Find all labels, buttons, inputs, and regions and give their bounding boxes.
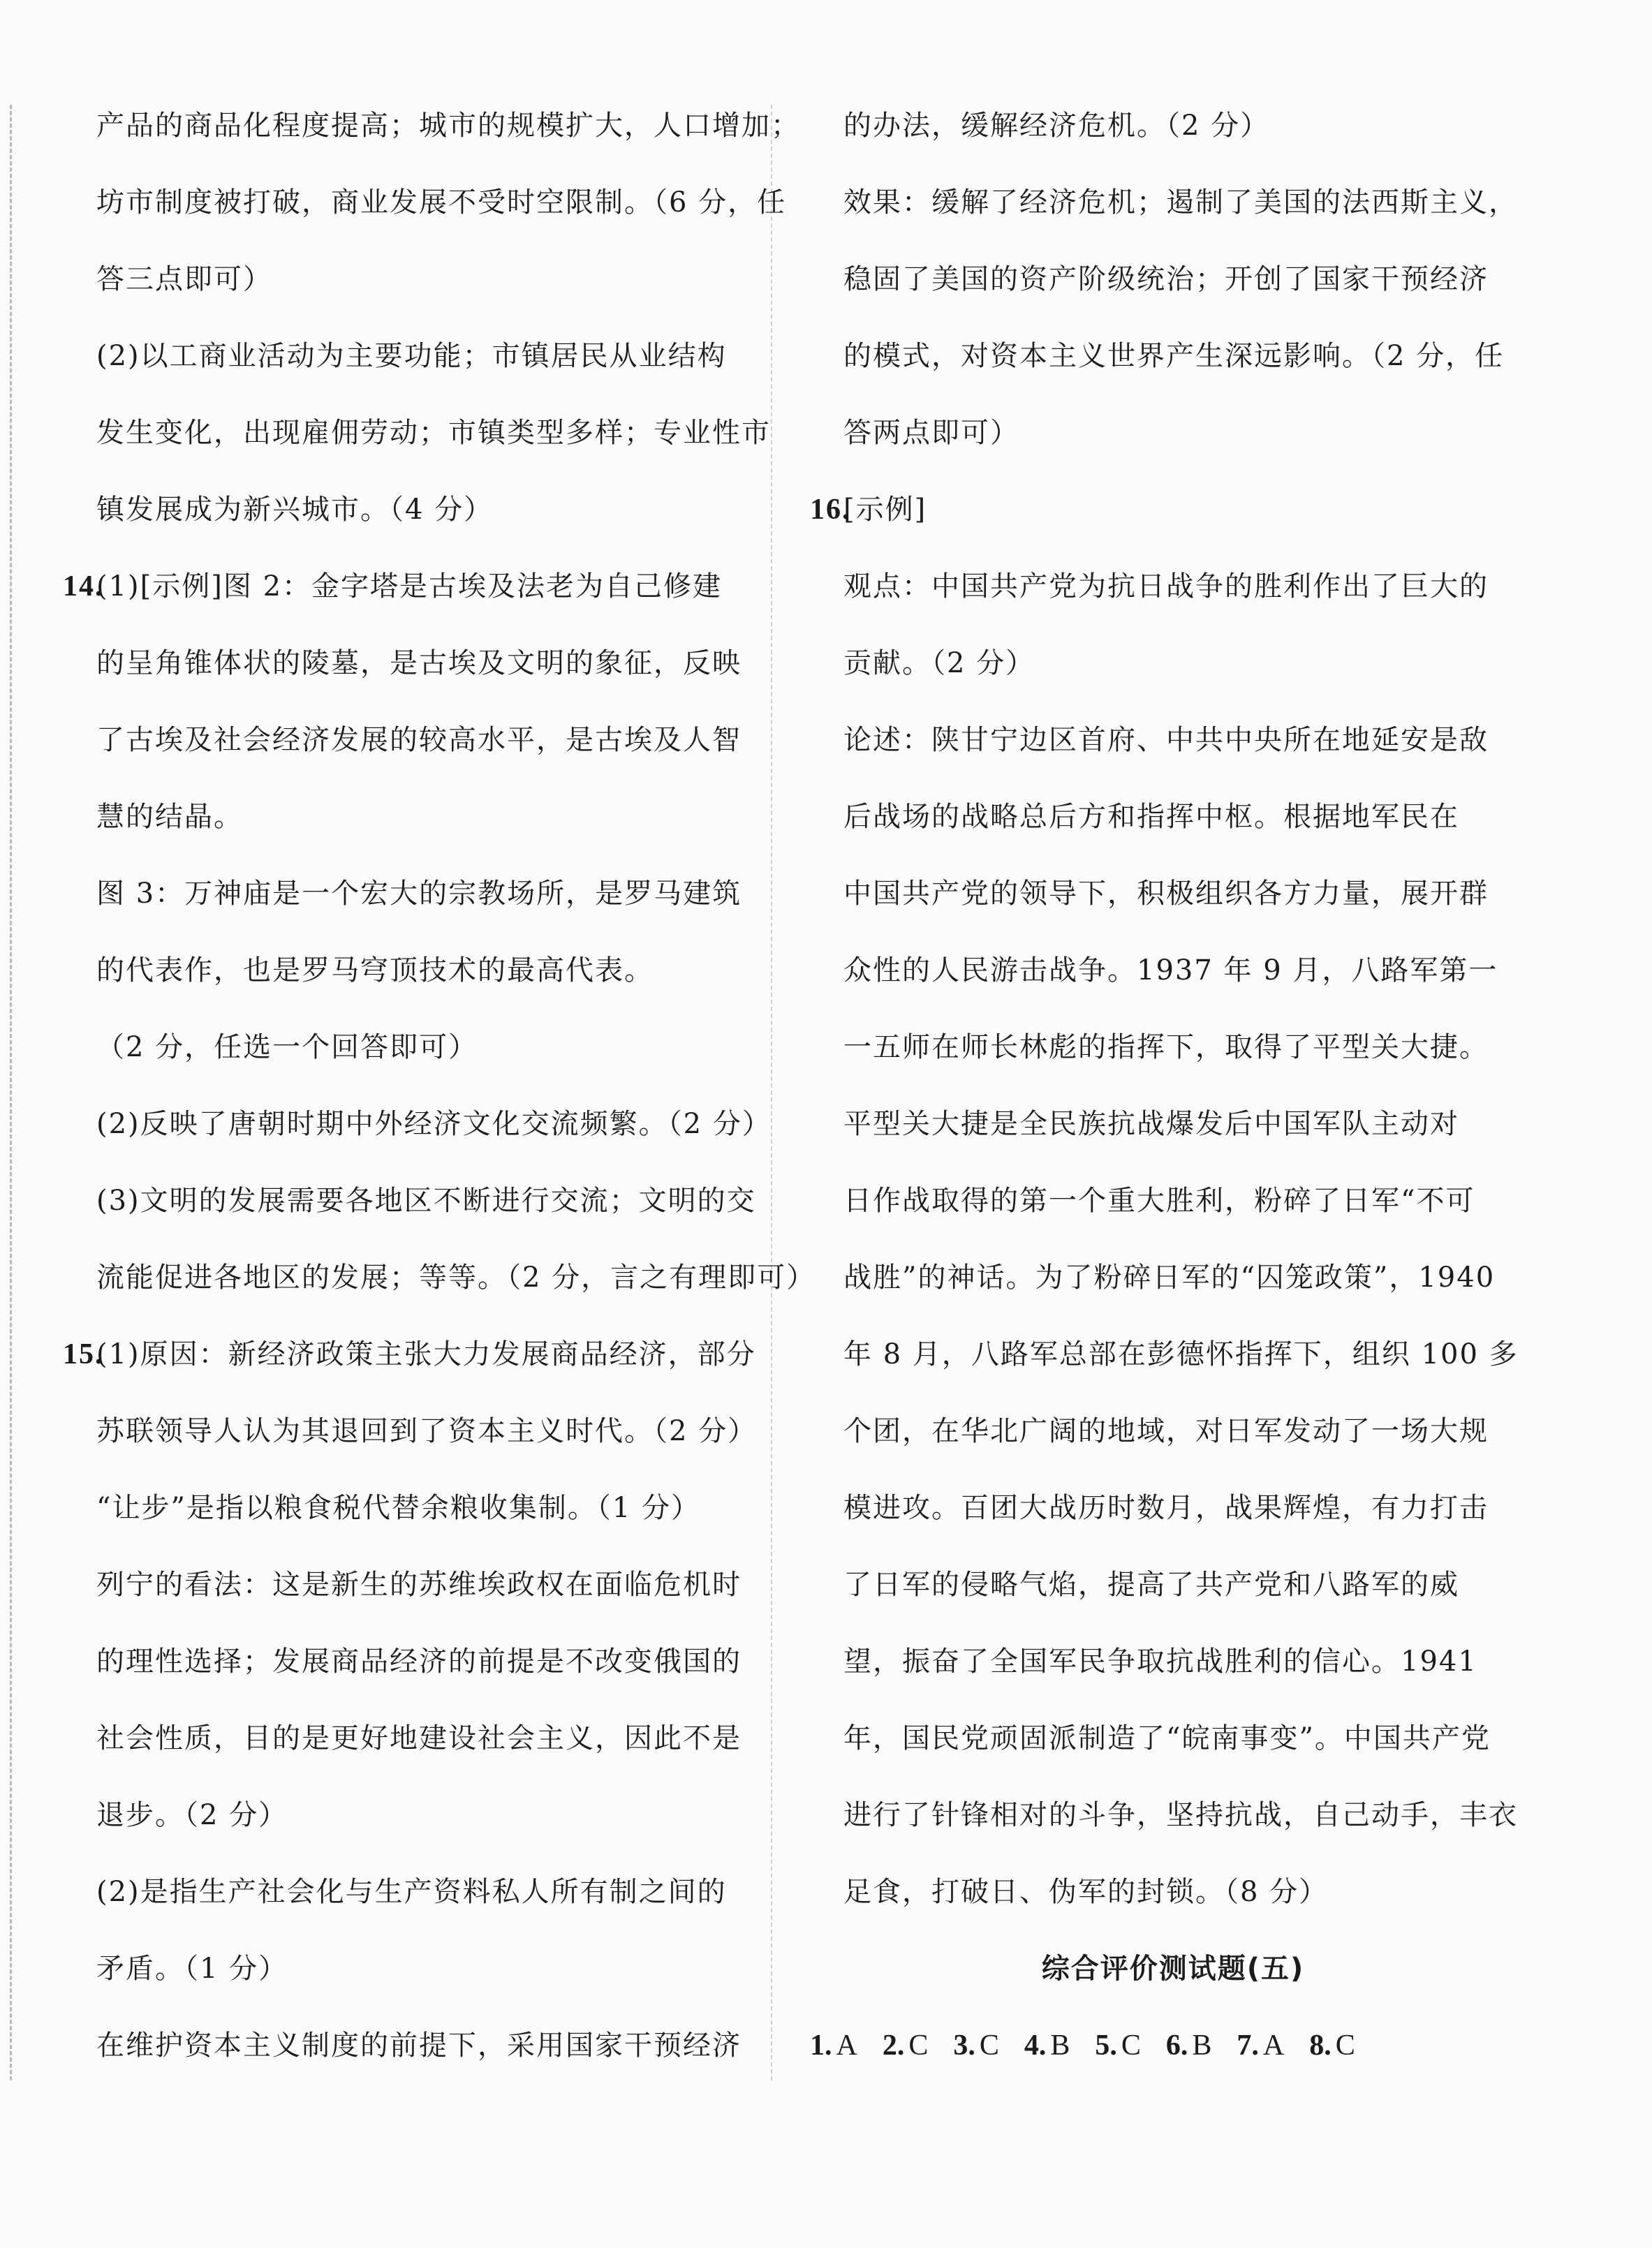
answer-text-line: 答三点即可） [96, 263, 272, 295]
question-line [63, 1326, 761, 1403]
answer-text-line: “让步”是指以粮食税代替余粮收集制。（1 分） [96, 1492, 701, 1524]
answer-text-line: 社会性质，目的是更好地建设社会主义，因此不是 [96, 1722, 742, 1754]
answer-key-number: 6. [1165, 2029, 1188, 2062]
answer-text-line: 的理性选择；发展商品经济的前提是不改变俄国的 [96, 1646, 742, 1678]
answer-key-choice: B [1050, 2029, 1070, 2062]
answer-text-line: 战胜”的神话。为了粉碎日军的“囚笼政策”，1940 [843, 1262, 1496, 1294]
right-column [810, 98, 1536, 2094]
answer-key-item [1166, 2018, 1212, 2094]
answer-text-line: 答两点即可） [843, 417, 1019, 449]
answer-text-line: 流能促进各地区的发展；等等。（2 分，言之有理即可） [96, 1262, 816, 1294]
question-number: 16. [810, 494, 851, 526]
answer-key-choice: B [1192, 2029, 1212, 2062]
answer-key-choice: A [836, 2029, 857, 2062]
answer-text-line: 日作战取得的第一个重大胜利，粉碎了日军“不可 [843, 1185, 1475, 1217]
answer-text-line: （2 分，任选一个回答即可） [96, 1031, 478, 1063]
answer-key-choice: C [908, 2029, 929, 2062]
answer-key-item [1309, 2018, 1355, 2094]
answer-text-line: 矛盾。（1 分） [96, 1953, 288, 1985]
column-divider [771, 105, 772, 2080]
answer-text-line: 观点：中国共产党为抗日战争的胜利作出了巨大的 [843, 570, 1489, 602]
answer-text-line: 平型关大捷是全民族抗战爆发后中国军队主动对 [843, 1108, 1459, 1140]
answer-text-line: 退步。（2 分） [96, 1799, 288, 1831]
answer-text-line: (2)以工商业活动为主要功能；市镇居民从业结构 [96, 340, 727, 372]
answer-key-item [1024, 2018, 1070, 2094]
answer-key-choice: A [1262, 2029, 1285, 2062]
answer-key-number: 8. [1309, 2029, 1332, 2062]
answer-text-line: 在维护资本主义制度的前提下，采用国家干预经济 [96, 2029, 742, 2062]
answer-text-line: 坊市制度被打破，商业发展不受时空限制。（6 分，任 [96, 186, 787, 219]
answer-key-item [1095, 2018, 1141, 2094]
answer-text-line: 镇发展成为新兴城市。（4 分） [96, 494, 494, 526]
answer-text-line: 图 3：万神庙是一个宏大的宗教场所，是罗马建筑 [96, 878, 742, 910]
answer-text-line: (3)文明的发展需要各地区不断进行交流；文明的交 [96, 1185, 756, 1217]
answer-text-line: 了古埃及社会经济发展的较高水平，是古埃及人智 [96, 724, 742, 756]
answer-text-line: 进行了针锋相对的斗争，坚持抗战，自己动手，丰衣 [843, 1799, 1518, 1831]
left-column [63, 98, 816, 2094]
answer-key-item [883, 2018, 929, 2094]
answer-text-line: 论述：陕甘宁边区首府、中共中央所在地延安是敌 [843, 724, 1489, 756]
answer-key-choice: C [1121, 2029, 1141, 2062]
answer-text-line: 中国共产党的领导下，积极组织各方力量，展开群 [843, 878, 1489, 910]
answer-key [810, 2018, 1536, 2094]
answer-text-line: 效果：缓解了经济危机；遏制了美国的法西斯主义， [843, 186, 1518, 219]
answer-key-number: 7. [1237, 2029, 1259, 2062]
answer-text-line: 望，振奋了全国军民争取抗战胜利的信心。1941 [843, 1646, 1477, 1678]
answer-text-line: 的模式，对资本主义世界产生深远影响。（2 分，任 [843, 340, 1505, 372]
section-title: 综合评价测试题(五) [1041, 1953, 1305, 1985]
answer-text-line: 稳固了美国的资产阶级统治；开创了国家干预经济 [843, 263, 1489, 295]
answer-text-line: 了日军的侵略气焰，提高了共产党和八路军的威 [843, 1569, 1459, 1601]
answer-text: (1)[示例]图 2：金字塔是古埃及法老为自己修建 [96, 570, 723, 602]
answer-text-line: 苏联领导人认为其退回到了资本主义时代。（2 分） [96, 1415, 758, 1447]
answer-key-item [1237, 2018, 1284, 2094]
answer-text-line: 足食，打破日、伪军的封锁。（8 分） [843, 1876, 1329, 1908]
answer-key-number: 4. [1024, 2029, 1047, 2062]
answer-text: [示例] [843, 494, 927, 526]
answer-text-line: 众性的人民游击战争。1937 年 9 月，八路军第一 [843, 954, 1498, 986]
answer-key-item [953, 2018, 999, 2094]
answer-text-line: 慧的结晶。 [96, 801, 243, 833]
answer-text-line: 的代表作，也是罗马穹顶技术的最高代表。 [96, 954, 654, 986]
answer-key-number: 1. [810, 2029, 832, 2062]
answer-text-line: 列宁的看法：这是新生的苏维埃政权在面临危机时 [96, 1569, 742, 1601]
answer-text-line: 贡献。（2 分） [843, 647, 1035, 679]
answer-text-line: 年，国民党顽固派制造了“皖南事变”。中国共产党 [843, 1722, 1491, 1754]
answer-text-line: 发生变化，出现雇佣劳动；市镇类型多样；专业性市 [96, 417, 771, 449]
question-number: 15. [63, 1338, 104, 1370]
answer-text-line: 一五师在师长林彪的指挥下，取得了平型关大捷。 [843, 1031, 1489, 1063]
answer-key-number: 2. [882, 2029, 905, 2062]
answer-text-line: 后战场的战略总后方和指挥中枢。根据地军民在 [843, 801, 1459, 833]
answer-text-line: 的呈角锥体状的陵墓，是古埃及文明的象征，反映 [96, 647, 742, 679]
question-number: 14. [63, 570, 104, 602]
binding-margin-rule [10, 105, 12, 2080]
answer-key-number: 3. [953, 2029, 975, 2062]
answer-text-line: 产品的商品化程度提高；城市的规模扩大，人口增加； [96, 110, 800, 142]
answer-text-line: (2)反映了唐朝时期中外经济文化交流频繁。（2 分） [96, 1108, 772, 1140]
answer-text-line: 模进攻。百团大战历时数月，战果辉煌，有力打击 [843, 1492, 1489, 1524]
question-line [810, 482, 1536, 559]
answer-key-number: 5. [1095, 2029, 1117, 2062]
question-line [63, 559, 761, 635]
answer-key-choice: C [1335, 2029, 1355, 2062]
answer-key-choice: C [979, 2029, 999, 2062]
answer-text-line: (2)是指生产社会化与生产资料私人所有制之间的 [96, 1876, 727, 1908]
answer-text: (1)原因：新经济政策主张大力发展商品经济，部分 [96, 1338, 756, 1370]
answer-text-line: 的办法，缓解经济危机。（2 分） [843, 110, 1270, 142]
answer-key-item [810, 2018, 857, 2094]
answer-text-line: 年 8 月，八路军总部在彭德怀指挥下，组织 100 多 [843, 1338, 1519, 1370]
answer-text-line: 个团，在华北广阔的地域，对日军发动了一场大规 [843, 1415, 1489, 1447]
